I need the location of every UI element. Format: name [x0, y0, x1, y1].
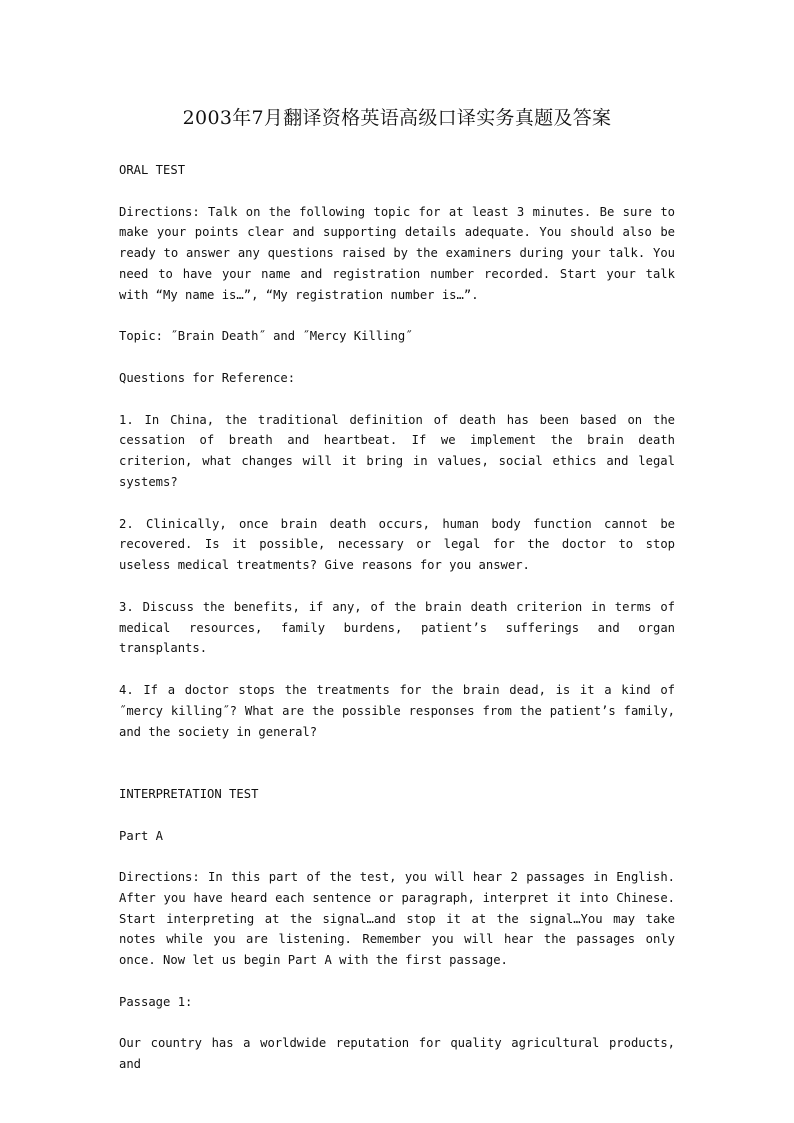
question-item: 2. Clinically, once brain death occurs, human body function cannot be recovered. Is it possible, necessary or legal for the doctor to stop useless medical treatments? Give reasons for you answer. [119, 516, 675, 573]
question-item: 1. In China, the traditional definition of death has been based on the cessation of breath and heartbeat. If we implement the brain death criterion, what changes will it bring in values, social ethics and legal systems? [119, 412, 675, 489]
passage-1-heading: Passage 1: [119, 994, 193, 1009]
part-a-heading: Part A [119, 828, 164, 843]
question-item: 3. Discuss the benefits, if any, of the brain death criterion in terms of medical resources, family burdens, patient’s sufferings and organ transplants. [119, 599, 675, 656]
topic-line: Topic: ˝Brain Death˝ and ˝Mercy Killing˝ [119, 329, 413, 344]
oral-test-heading: ORAL TEST [119, 163, 186, 177]
oral-test-directions: Directions: Talk on the following topic for at least 3 minutes. Be sure to make your points clear and supporting details adequate. You should also be ready to answer any questions raised by the examiners during your talk. You need to have your name and registration number recorded. Start your talk with “My name is…”, “My registration number is…”. [119, 204, 675, 302]
question-item: 4. If a doctor stops the treatments for the brain dead, is it a kind of ˝mercy killing˝? What are the possible responses from the patient’s family, and the society in general? [119, 682, 675, 739]
interpretation-test-heading: INTERPRETATION TEST [119, 786, 259, 801]
questions-heading: Questions for Reference: [119, 370, 296, 385]
document-body [119, 160, 675, 1075]
part-a-directions: Directions: In this part of the test, you will hear 2 passages in English. After you have heard each sentence or paragraph, interpret it into Chinese. Start interpreting at the signal…and stop it at the signal…You may take notes while you are listening. Remember you will hear the passages only once. Now let us begin Part A with the first passage. [119, 870, 675, 968]
document-title: 2003年7月翻译资格英语高级口译实务真题及答案 [182, 107, 612, 129]
passage-1-text: Our country has a worldwide reputation for quality agricultural products, and [119, 1036, 675, 1072]
